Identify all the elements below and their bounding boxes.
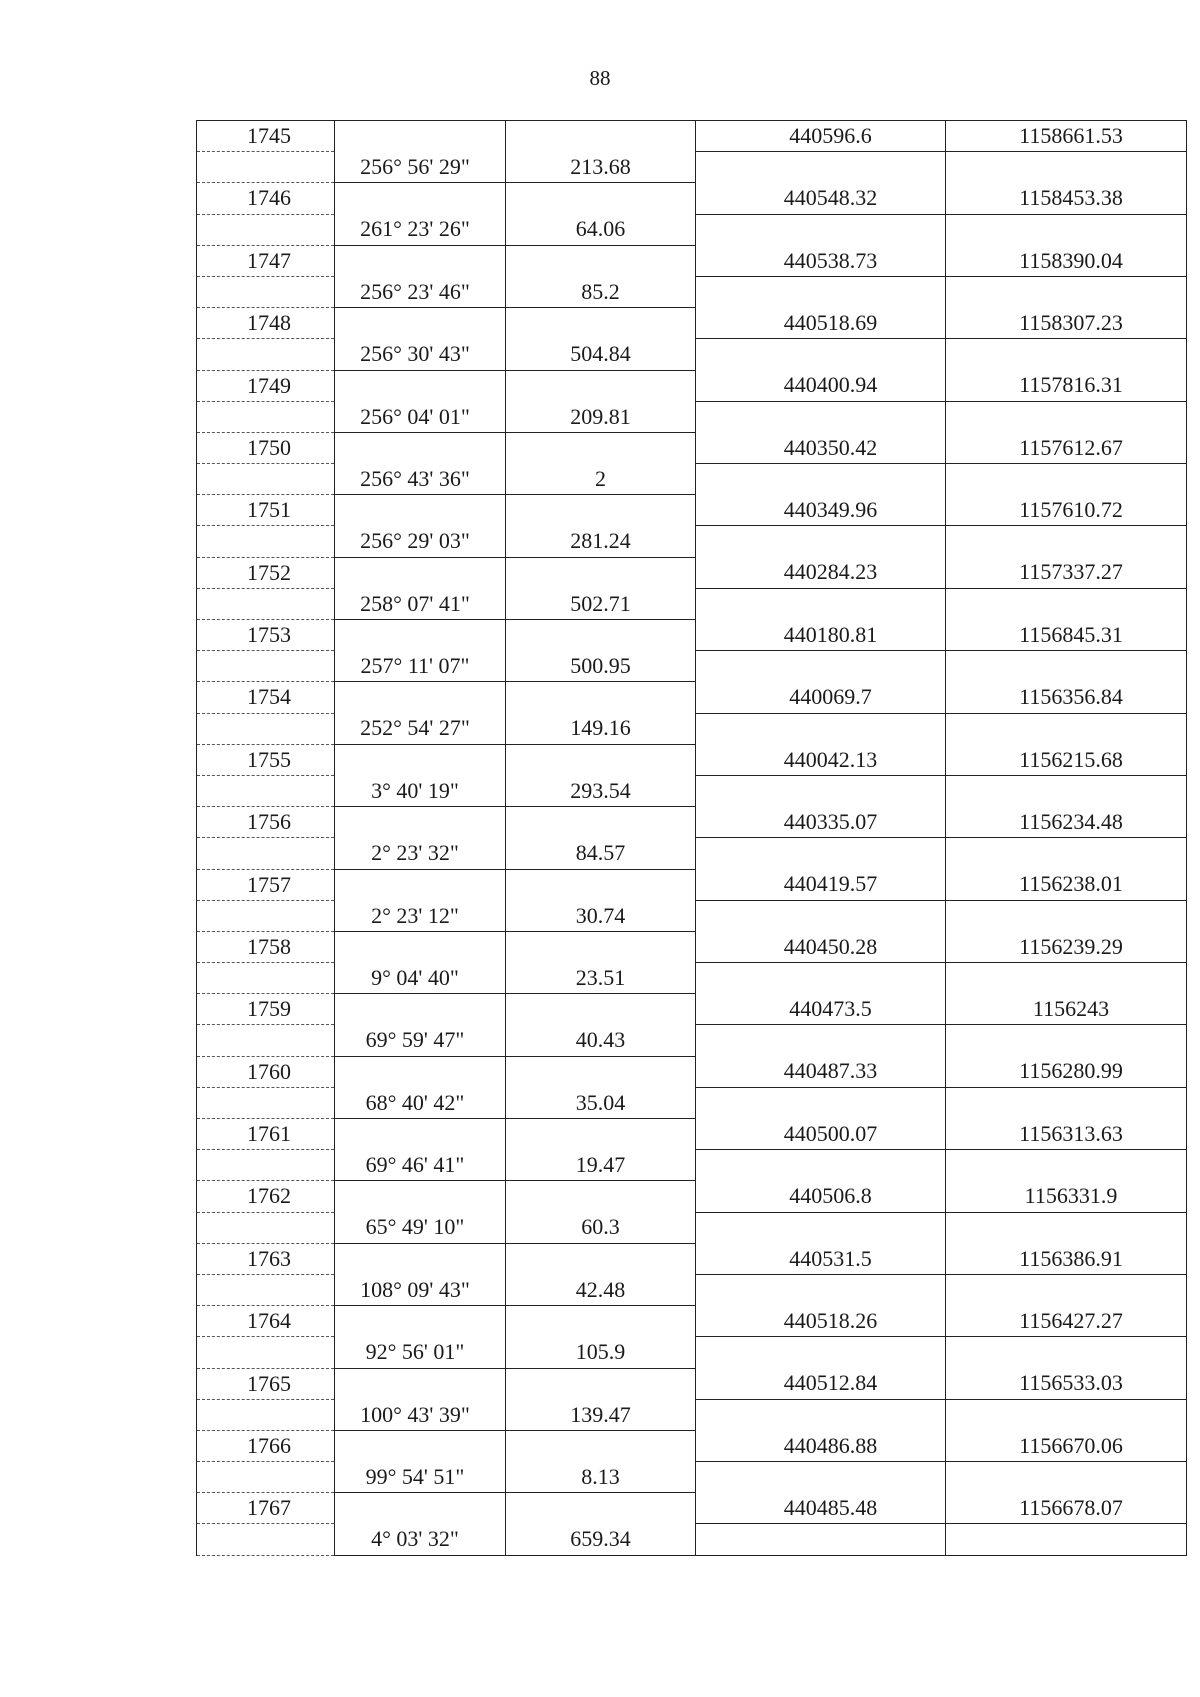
y-coordinate-cell <box>946 464 1187 495</box>
y-coordinate-cell <box>946 1212 1187 1243</box>
distance-cell: 84.57 <box>506 838 696 869</box>
point-number-cell <box>197 1150 335 1181</box>
leg-row <box>197 651 1187 682</box>
point-number-cell <box>197 1212 335 1243</box>
point-row <box>197 1243 1187 1274</box>
point-row <box>197 495 1187 526</box>
leg-row <box>197 1274 1187 1305</box>
point-number-cell: 1757 <box>197 869 335 900</box>
distance-cell <box>506 1181 696 1212</box>
y-coordinate-cell <box>946 713 1187 744</box>
point-number-cell: 1765 <box>197 1368 335 1399</box>
distance-cell <box>506 432 696 463</box>
leg-row <box>197 1524 1187 1555</box>
bearing-cell: 2° 23' 32" <box>335 838 506 869</box>
y-coordinate-cell: 1156356.84 <box>946 682 1187 713</box>
point-number-cell <box>197 588 335 619</box>
y-coordinate-cell: 1157337.27 <box>946 557 1187 588</box>
distance-cell: 35.04 <box>506 1087 696 1118</box>
point-number-cell: 1758 <box>197 931 335 962</box>
bearing-cell: 68° 40' 42" <box>335 1087 506 1118</box>
bearing-cell <box>335 1493 506 1524</box>
distance-cell: 281.24 <box>506 526 696 557</box>
y-coordinate-cell: 1156533.03 <box>946 1368 1187 1399</box>
y-coordinate-cell: 1156215.68 <box>946 744 1187 775</box>
y-coordinate-cell: 1156427.27 <box>946 1306 1187 1337</box>
bearing-cell <box>335 869 506 900</box>
distance-cell: 659.34 <box>506 1524 696 1555</box>
x-coordinate-cell: 440486.88 <box>696 1430 946 1461</box>
distance-cell <box>506 1056 696 1087</box>
y-coordinate-cell: 1156280.99 <box>946 1056 1187 1087</box>
y-coordinate-cell <box>946 152 1187 183</box>
x-coordinate-cell <box>696 401 946 432</box>
point-row <box>197 245 1187 276</box>
distance-cell: 149.16 <box>506 713 696 744</box>
point-row <box>197 931 1187 962</box>
distance-cell: 40.43 <box>506 1025 696 1056</box>
y-coordinate-cell <box>946 1462 1187 1493</box>
point-number-cell: 1753 <box>197 620 335 651</box>
bearing-cell: 100° 43' 39" <box>335 1399 506 1430</box>
point-number-cell: 1749 <box>197 370 335 401</box>
bearing-cell: 9° 04' 40" <box>335 963 506 994</box>
point-row <box>197 183 1187 214</box>
y-coordinate-cell: 1157610.72 <box>946 495 1187 526</box>
x-coordinate-cell <box>696 526 946 557</box>
leg-row <box>197 1399 1187 1430</box>
point-row <box>197 994 1187 1025</box>
distance-cell: 19.47 <box>506 1150 696 1181</box>
bearing-cell: 256° 43' 36" <box>335 464 506 495</box>
bearing-cell: 261° 23' 26" <box>335 214 506 245</box>
point-number-cell <box>197 214 335 245</box>
leg-row <box>197 900 1187 931</box>
bearing-cell: 256° 23' 46" <box>335 276 506 307</box>
bearing-cell: 65° 49' 10" <box>335 1212 506 1243</box>
x-coordinate-cell: 440349.96 <box>696 495 946 526</box>
x-coordinate-cell: 440548.32 <box>696 183 946 214</box>
point-number-cell: 1750 <box>197 432 335 463</box>
y-coordinate-cell <box>946 775 1187 806</box>
x-coordinate-cell <box>696 775 946 806</box>
bearing-cell: 256° 30' 43" <box>335 339 506 370</box>
distance-cell <box>506 620 696 651</box>
y-coordinate-cell <box>946 276 1187 307</box>
bearing-cell: 3° 40' 19" <box>335 775 506 806</box>
bearing-cell: 258° 07' 41" <box>335 588 506 619</box>
leg-row <box>197 963 1187 994</box>
leg-row <box>197 464 1187 495</box>
y-coordinate-cell: 1156670.06 <box>946 1430 1187 1461</box>
bearing-cell: 252° 54' 27" <box>335 713 506 744</box>
bearing-cell <box>335 1430 506 1461</box>
distance-cell <box>506 557 696 588</box>
x-coordinate-cell: 440419.57 <box>696 869 946 900</box>
point-number-cell <box>197 1025 335 1056</box>
bearing-cell <box>335 1368 506 1399</box>
y-coordinate-cell <box>946 339 1187 370</box>
point-number-cell <box>197 900 335 931</box>
point-number-cell: 1760 <box>197 1056 335 1087</box>
point-number-cell: 1748 <box>197 308 335 339</box>
x-coordinate-cell <box>696 651 946 682</box>
x-coordinate-cell <box>696 1274 946 1305</box>
distance-cell <box>506 1306 696 1337</box>
x-coordinate-cell: 440450.28 <box>696 931 946 962</box>
point-row <box>197 557 1187 588</box>
point-number-cell <box>197 775 335 806</box>
y-coordinate-cell <box>946 1337 1187 1368</box>
y-coordinate-cell <box>946 1524 1187 1555</box>
y-coordinate-cell: 1156845.31 <box>946 620 1187 651</box>
x-coordinate-cell: 440284.23 <box>696 557 946 588</box>
point-number-cell: 1766 <box>197 1430 335 1461</box>
x-coordinate-cell <box>696 1524 946 1555</box>
leg-row <box>197 1025 1187 1056</box>
x-coordinate-cell <box>696 1212 946 1243</box>
point-number-cell <box>197 713 335 744</box>
bearing-cell <box>335 1119 506 1150</box>
distance-cell: 213.68 <box>506 152 696 183</box>
bearing-cell: 69° 59' 47" <box>335 1025 506 1056</box>
bearing-cell: 256° 29' 03" <box>335 526 506 557</box>
bearing-cell <box>335 370 506 401</box>
y-coordinate-cell: 1158453.38 <box>946 183 1187 214</box>
leg-row <box>197 276 1187 307</box>
point-number-cell <box>197 963 335 994</box>
bearing-cell: 256° 04' 01" <box>335 401 506 432</box>
point-row <box>197 1493 1187 1524</box>
distance-cell <box>506 1243 696 1274</box>
point-number-cell: 1767 <box>197 1493 335 1524</box>
x-coordinate-cell <box>696 1462 946 1493</box>
y-coordinate-cell: 1156238.01 <box>946 869 1187 900</box>
bearing-cell <box>335 807 506 838</box>
x-coordinate-cell: 440531.5 <box>696 1243 946 1274</box>
point-row <box>197 1119 1187 1150</box>
x-coordinate-cell: 440400.94 <box>696 370 946 401</box>
y-coordinate-cell: 1157612.67 <box>946 432 1187 463</box>
x-coordinate-cell: 440335.07 <box>696 807 946 838</box>
point-number-cell: 1764 <box>197 1306 335 1337</box>
distance-cell: 293.54 <box>506 775 696 806</box>
distance-cell: 64.06 <box>506 214 696 245</box>
y-coordinate-cell: 1156243 <box>946 994 1187 1025</box>
x-coordinate-cell <box>696 464 946 495</box>
leg-row <box>197 1150 1187 1181</box>
distance-cell: 30.74 <box>506 900 696 931</box>
point-number-cell: 1755 <box>197 744 335 775</box>
leg-row <box>197 775 1187 806</box>
page-number: 88 <box>589 66 611 90</box>
point-number-cell: 1745 <box>197 121 335 152</box>
point-number-cell: 1746 <box>197 183 335 214</box>
x-coordinate-cell: 440350.42 <box>696 432 946 463</box>
bearing-cell <box>335 121 506 152</box>
point-number-cell: 1763 <box>197 1243 335 1274</box>
y-coordinate-cell <box>946 838 1187 869</box>
distance-cell: 105.9 <box>506 1337 696 1368</box>
point-row <box>197 1430 1187 1461</box>
leg-row <box>197 713 1187 744</box>
x-coordinate-cell: 440518.26 <box>696 1306 946 1337</box>
bearing-cell <box>335 495 506 526</box>
point-row <box>197 432 1187 463</box>
distance-cell: 209.81 <box>506 401 696 432</box>
bearing-cell <box>335 183 506 214</box>
point-number-cell: 1747 <box>197 245 335 276</box>
point-number-cell: 1752 <box>197 557 335 588</box>
point-number-cell: 1759 <box>197 994 335 1025</box>
x-coordinate-cell <box>696 900 946 931</box>
distance-cell <box>506 807 696 838</box>
y-coordinate-cell: 1156386.91 <box>946 1243 1187 1274</box>
coordinate-table <box>196 120 1187 1556</box>
x-coordinate-cell <box>696 1399 946 1430</box>
x-coordinate-cell <box>696 838 946 869</box>
distance-cell <box>506 682 696 713</box>
point-number-cell: 1761 <box>197 1119 335 1150</box>
distance-cell <box>506 869 696 900</box>
x-coordinate-cell <box>696 713 946 744</box>
bearing-cell: 92° 56' 01" <box>335 1337 506 1368</box>
x-coordinate-cell: 440596.6 <box>696 121 946 152</box>
distance-cell <box>506 931 696 962</box>
y-coordinate-cell: 1158390.04 <box>946 245 1187 276</box>
point-number-cell <box>197 401 335 432</box>
y-coordinate-cell: 1158661.53 <box>946 121 1187 152</box>
point-number-cell <box>197 838 335 869</box>
bearing-cell <box>335 682 506 713</box>
y-coordinate-cell <box>946 526 1187 557</box>
bearing-cell: 108° 09' 43" <box>335 1274 506 1305</box>
point-number-cell <box>197 1337 335 1368</box>
y-coordinate-cell: 1158307.23 <box>946 308 1187 339</box>
point-number-cell <box>197 1524 335 1555</box>
point-row <box>197 682 1187 713</box>
distance-cell: 502.71 <box>506 588 696 619</box>
point-row <box>197 308 1187 339</box>
point-row <box>197 1181 1187 1212</box>
bearing-cell: 256° 56' 29" <box>335 152 506 183</box>
y-coordinate-cell <box>946 1025 1187 1056</box>
point-row <box>197 869 1187 900</box>
x-coordinate-cell <box>696 1087 946 1118</box>
distance-cell: 8.13 <box>506 1462 696 1493</box>
point-number-cell <box>197 1274 335 1305</box>
distance-cell: 42.48 <box>506 1274 696 1305</box>
leg-row <box>197 838 1187 869</box>
bearing-cell <box>335 744 506 775</box>
x-coordinate-cell: 440506.8 <box>696 1181 946 1212</box>
distance-cell <box>506 370 696 401</box>
y-coordinate-cell <box>946 214 1187 245</box>
bearing-cell <box>335 931 506 962</box>
distance-cell <box>506 308 696 339</box>
y-coordinate-cell <box>946 1150 1187 1181</box>
bearing-cell <box>335 557 506 588</box>
distance-cell: 500.95 <box>506 651 696 682</box>
y-coordinate-cell: 1156234.48 <box>946 807 1187 838</box>
bearing-cell <box>335 308 506 339</box>
y-coordinate-cell: 1156239.29 <box>946 931 1187 962</box>
leg-row <box>197 214 1187 245</box>
y-coordinate-cell: 1156313.63 <box>946 1119 1187 1150</box>
x-coordinate-cell <box>696 214 946 245</box>
distance-cell: 85.2 <box>506 276 696 307</box>
distance-cell: 2 <box>506 464 696 495</box>
y-coordinate-cell <box>946 401 1187 432</box>
x-coordinate-cell <box>696 963 946 994</box>
bearing-cell <box>335 1306 506 1337</box>
distance-cell <box>506 245 696 276</box>
leg-row <box>197 152 1187 183</box>
x-coordinate-cell: 440069.7 <box>696 682 946 713</box>
point-number-cell: 1751 <box>197 495 335 526</box>
x-coordinate-cell: 440538.73 <box>696 245 946 276</box>
point-number-cell <box>197 651 335 682</box>
distance-cell: 139.47 <box>506 1399 696 1430</box>
point-row <box>197 370 1187 401</box>
y-coordinate-cell <box>946 1274 1187 1305</box>
leg-row <box>197 1462 1187 1493</box>
leg-row <box>197 1337 1187 1368</box>
distance-cell: 504.84 <box>506 339 696 370</box>
y-coordinate-cell: 1156678.07 <box>946 1493 1187 1524</box>
x-coordinate-cell <box>696 339 946 370</box>
x-coordinate-cell: 440485.48 <box>696 1493 946 1524</box>
point-number-cell: 1754 <box>197 682 335 713</box>
y-coordinate-cell <box>946 588 1187 619</box>
bearing-cell: 99° 54' 51" <box>335 1462 506 1493</box>
point-number-cell <box>197 1087 335 1118</box>
leg-row <box>197 339 1187 370</box>
y-coordinate-cell <box>946 1087 1187 1118</box>
x-coordinate-cell: 440473.5 <box>696 994 946 1025</box>
leg-row <box>197 588 1187 619</box>
bearing-cell: 2° 23' 12" <box>335 900 506 931</box>
point-row <box>197 1368 1187 1399</box>
point-number-cell <box>197 526 335 557</box>
y-coordinate-cell <box>946 900 1187 931</box>
x-coordinate-cell: 440180.81 <box>696 620 946 651</box>
distance-cell <box>506 1493 696 1524</box>
leg-row <box>197 526 1187 557</box>
bearing-cell <box>335 994 506 1025</box>
leg-row <box>197 1087 1187 1118</box>
distance-cell <box>506 495 696 526</box>
y-coordinate-cell: 1156331.9 <box>946 1181 1187 1212</box>
y-coordinate-cell <box>946 963 1187 994</box>
x-coordinate-cell: 440487.33 <box>696 1056 946 1087</box>
point-number-cell <box>197 152 335 183</box>
x-coordinate-cell <box>696 152 946 183</box>
point-number-cell <box>197 339 335 370</box>
y-coordinate-cell <box>946 1399 1187 1430</box>
bearing-cell <box>335 1056 506 1087</box>
point-row <box>197 1306 1187 1337</box>
distance-cell <box>506 1430 696 1461</box>
distance-cell <box>506 744 696 775</box>
leg-row <box>197 1212 1187 1243</box>
leg-row <box>197 401 1187 432</box>
bearing-cell <box>335 1181 506 1212</box>
distance-cell <box>506 183 696 214</box>
bearing-cell <box>335 245 506 276</box>
x-coordinate-cell: 440512.84 <box>696 1368 946 1399</box>
point-row <box>197 1056 1187 1087</box>
bearing-cell: 257° 11' 07" <box>335 651 506 682</box>
bearing-cell: 4° 03' 32" <box>335 1524 506 1555</box>
distance-cell <box>506 1119 696 1150</box>
y-coordinate-cell: 1157816.31 <box>946 370 1187 401</box>
point-number-cell <box>197 464 335 495</box>
x-coordinate-cell <box>696 1150 946 1181</box>
x-coordinate-cell: 440500.07 <box>696 1119 946 1150</box>
point-row <box>197 744 1187 775</box>
x-coordinate-cell: 440042.13 <box>696 744 946 775</box>
bearing-cell <box>335 620 506 651</box>
bearing-cell <box>335 1243 506 1274</box>
point-number-cell <box>197 1399 335 1430</box>
distance-cell: 23.51 <box>506 963 696 994</box>
distance-cell <box>506 994 696 1025</box>
y-coordinate-cell <box>946 651 1187 682</box>
point-number-cell: 1756 <box>197 807 335 838</box>
point-number-cell <box>197 1462 335 1493</box>
point-row <box>197 121 1187 152</box>
distance-cell <box>506 121 696 152</box>
x-coordinate-cell <box>696 1337 946 1368</box>
x-coordinate-cell <box>696 276 946 307</box>
point-number-cell: 1762 <box>197 1181 335 1212</box>
bearing-cell: 69° 46' 41" <box>335 1150 506 1181</box>
point-number-cell <box>197 276 335 307</box>
point-row <box>197 620 1187 651</box>
x-coordinate-cell: 440518.69 <box>696 308 946 339</box>
point-row <box>197 807 1187 838</box>
distance-cell: 60.3 <box>506 1212 696 1243</box>
x-coordinate-cell <box>696 588 946 619</box>
bearing-cell <box>335 432 506 463</box>
x-coordinate-cell <box>696 1025 946 1056</box>
distance-cell <box>506 1368 696 1399</box>
